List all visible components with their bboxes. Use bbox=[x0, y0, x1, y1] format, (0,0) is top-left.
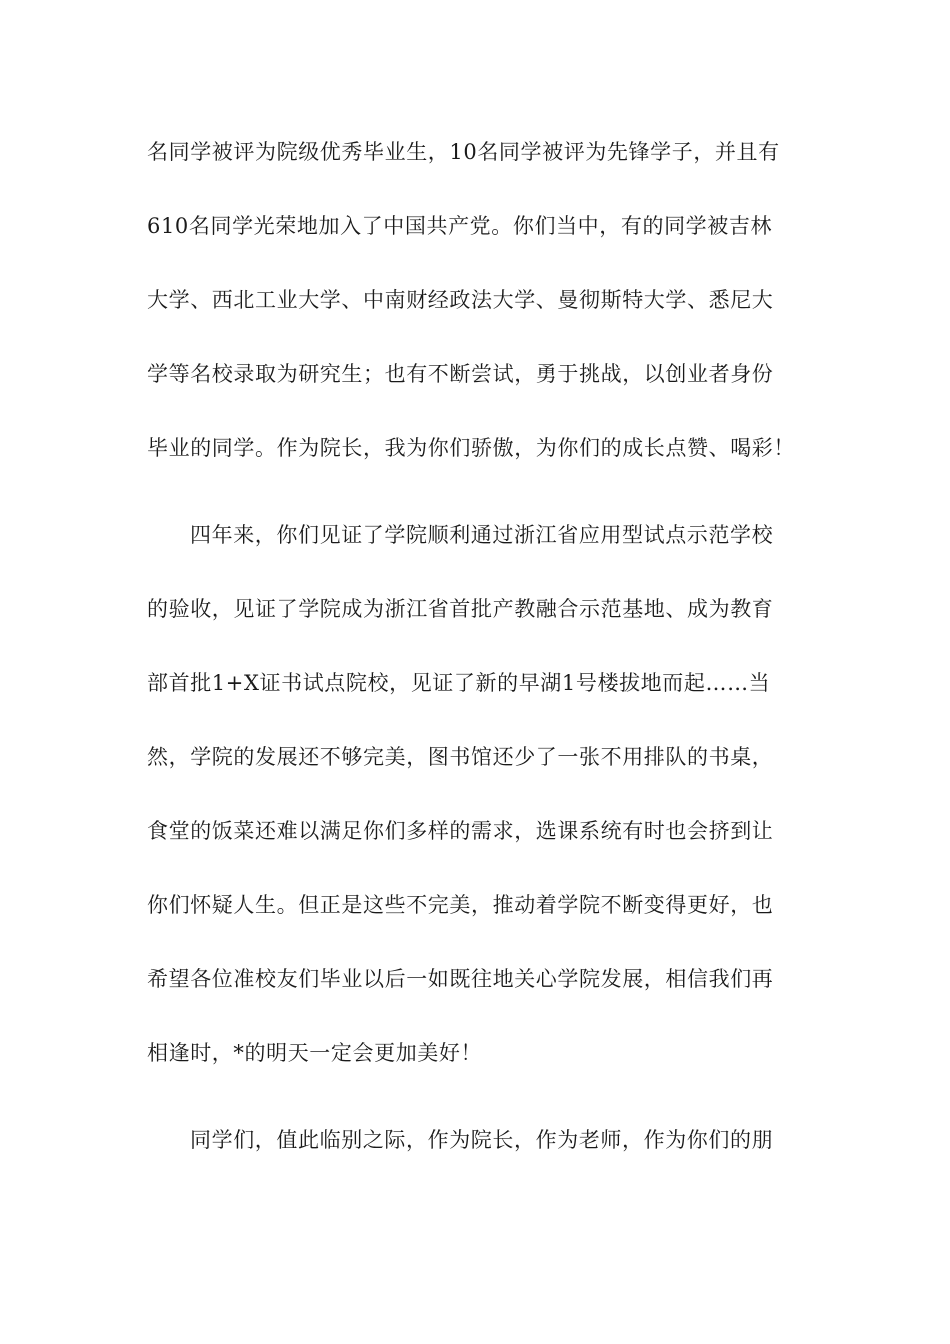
text-line: 相逢时，*的明天一定会更加美好！ bbox=[147, 1041, 483, 1065]
text-line: 名同学被评为院级优秀毕业生，10名同学被评为先锋学子，并且有 bbox=[147, 140, 780, 164]
text-line: 学等名校录取为研究生；也有不断尝试，勇于挑战，以创业者身份 bbox=[147, 362, 774, 386]
paragraph-first-line: 同学们，值此临别之际，作为院长，作为老师，作为你们的朋 bbox=[190, 1128, 774, 1152]
text-line: 你们怀疑人生。但正是这些不完美，推动着学院不断变得更好，也 bbox=[147, 893, 774, 917]
text-line: 然，学院的发展还不够完美，图书馆还少了一张不用排队的书桌， bbox=[147, 745, 774, 769]
text-line: 食堂的饭菜还难以满足你们多样的需求，选课系统有时也会挤到让 bbox=[147, 819, 774, 843]
text-line: 希望各位准校友们毕业以后一如既往地关心学院发展，相信我们再 bbox=[147, 967, 774, 991]
text-line: 的验收，见证了学院成为浙江省首批产教融合示范基地、成为教育 bbox=[147, 597, 774, 621]
paragraph-first-line: 四年来，你们见证了学院顺利通过浙江省应用型试点示范学校 bbox=[190, 523, 774, 547]
text-line: 大学、西北工业大学、中南财经政法大学、曼彻斯特大学、悉尼大 bbox=[147, 288, 774, 312]
text-line: 610名同学光荣地加入了中国共产党。你们当中，有的同学被吉林 bbox=[147, 214, 773, 238]
text-line: 毕业的同学。作为院长，我为你们骄傲，为你们的成长点赞、喝彩！ bbox=[147, 436, 795, 460]
text-line: 部首批1+X证书试点院校，见证了新的早湖1号楼拔地而起……当 bbox=[147, 671, 771, 695]
